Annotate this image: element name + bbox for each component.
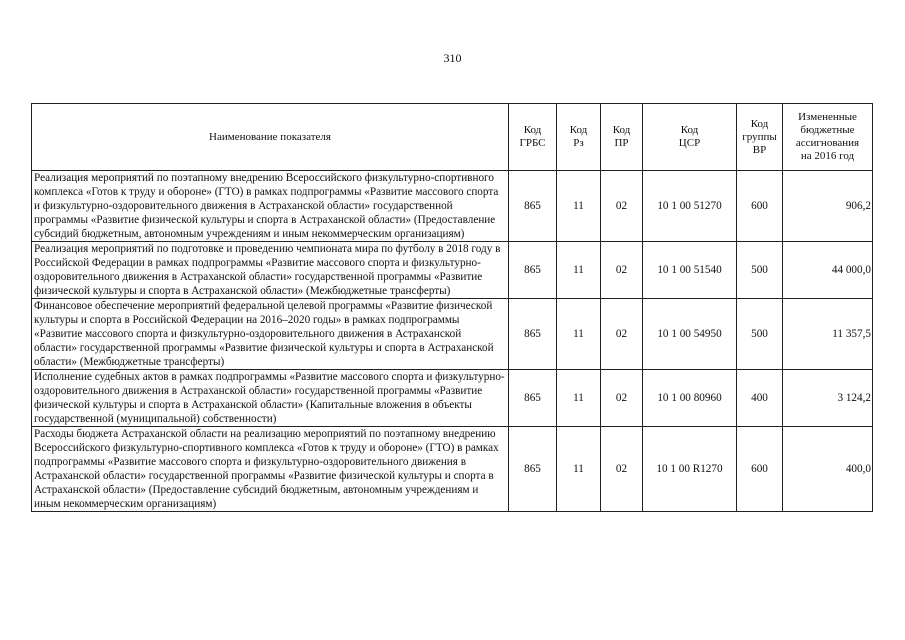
header-pr: Код ПР [601,104,643,171]
row-pr: 02 [601,427,643,512]
row-rz: 11 [557,242,601,299]
table-header-row [32,104,873,171]
header-name: Наименование показателя [32,104,509,171]
row-grbs: 865 [509,242,557,299]
row-csr: 10 1 00 R1270 [643,427,737,512]
budget-table [31,103,873,512]
table-row [32,171,873,242]
header-vr: Код группы ВР [737,104,783,171]
row-grbs: 865 [509,370,557,427]
row-pr: 02 [601,370,643,427]
row-vr: 400 [737,370,783,427]
row-amount: 400,0 [783,427,873,512]
row-pr: 02 [601,299,643,370]
row-amount: 11 357,5 [783,299,873,370]
row-grbs: 865 [509,299,557,370]
row-vr: 500 [737,242,783,299]
row-pr: 02 [601,242,643,299]
row-csr: 10 1 00 54950 [643,299,737,370]
row-name: Реализация мероприятий по подготовке и проведению чемпионата мира по футболу в 2018 году в Российской Федерации в рамках подпрограммы «Развитие массового спорта и физкультурно-оздоровительного движения в Астраханской области» государственной программы «Развитие физической культуры и спорта в Астраханской области» (Межбюджетные трансферты) [32,242,509,299]
header-grbs: Код ГРБС [509,104,557,171]
row-rz: 11 [557,370,601,427]
page-number: 310 [443,51,462,65]
header-rz: Код Рз [557,104,601,171]
row-vr: 500 [737,299,783,370]
row-grbs: 865 [509,427,557,512]
row-name: Исполнение судебных актов в рамках подпрограммы «Развитие массового спорта и физкультурно-оздоровительного движения в Астраханской области» государственной программы «Развитие физической культуры и спорта в Астраханской области» (Капитальные вложения в объекты государственной (муниципальной) собственности) [32,370,509,427]
row-csr: 10 1 00 51270 [643,171,737,242]
row-rz: 11 [557,427,601,512]
row-csr: 10 1 00 80960 [643,370,737,427]
row-rz: 11 [557,171,601,242]
row-rz: 11 [557,299,601,370]
row-pr: 02 [601,171,643,242]
row-name: Реализация мероприятий по поэтапному внедрению Всероссийского физкультурно-спортивного комплекса «Готов к труду и обороне» (ГТО) в рамках подпрограммы «Развитие массового спорта и физкультурно-оздоровительного движения в Астраханской области» государственной программы «Развитие физической культуры и спорта в Астраханской области» (Предоставление субсидий бюджетным, автономным учреждениям и иным некоммерческим организациям) [32,171,509,242]
header-csr: Код ЦСР [643,104,737,171]
table-row [32,242,873,299]
row-csr: 10 1 00 51540 [643,242,737,299]
table-row [32,299,873,370]
row-amount: 906,2 [783,171,873,242]
row-vr: 600 [737,427,783,512]
row-name: Расходы бюджета Астраханской области на реализацию мероприятий по поэтапному внедрению Всероссийского физкультурно-спортивного комплекса «Готов к труду и обороне» (ГТО) в рамках подпрограммы «Развитие массового спорта и физкультурно-оздоровительного движения в Астраханской области» государственной программы «Развитие физической культуры и спорта в Астраханской области» (Предоставление субсидий бюджетным, автономным учреждениям и иным некоммерческим организациям) [32,427,509,512]
row-amount: 44 000,0 [783,242,873,299]
table-row [32,427,873,512]
row-vr: 600 [737,171,783,242]
row-amount: 3 124,2 [783,370,873,427]
header-amount: Измененные бюджетные ассигнования на 2016 год [783,104,873,171]
row-name: Финансовое обеспечение мероприятий федеральной целевой программы «Развитие физической культуры и спорта в Российской Федерации на 2016–2020 годы» в рамках подпрограммы «Развитие массового спорта и физкультурно-оздоровительного движения в Астраханской области» государственной программы «Развитие физической культуры и спорта в Астраханской области» (Межбюджетные трансферты) [32,299,509,370]
table-row [32,370,873,427]
row-grbs: 865 [509,171,557,242]
